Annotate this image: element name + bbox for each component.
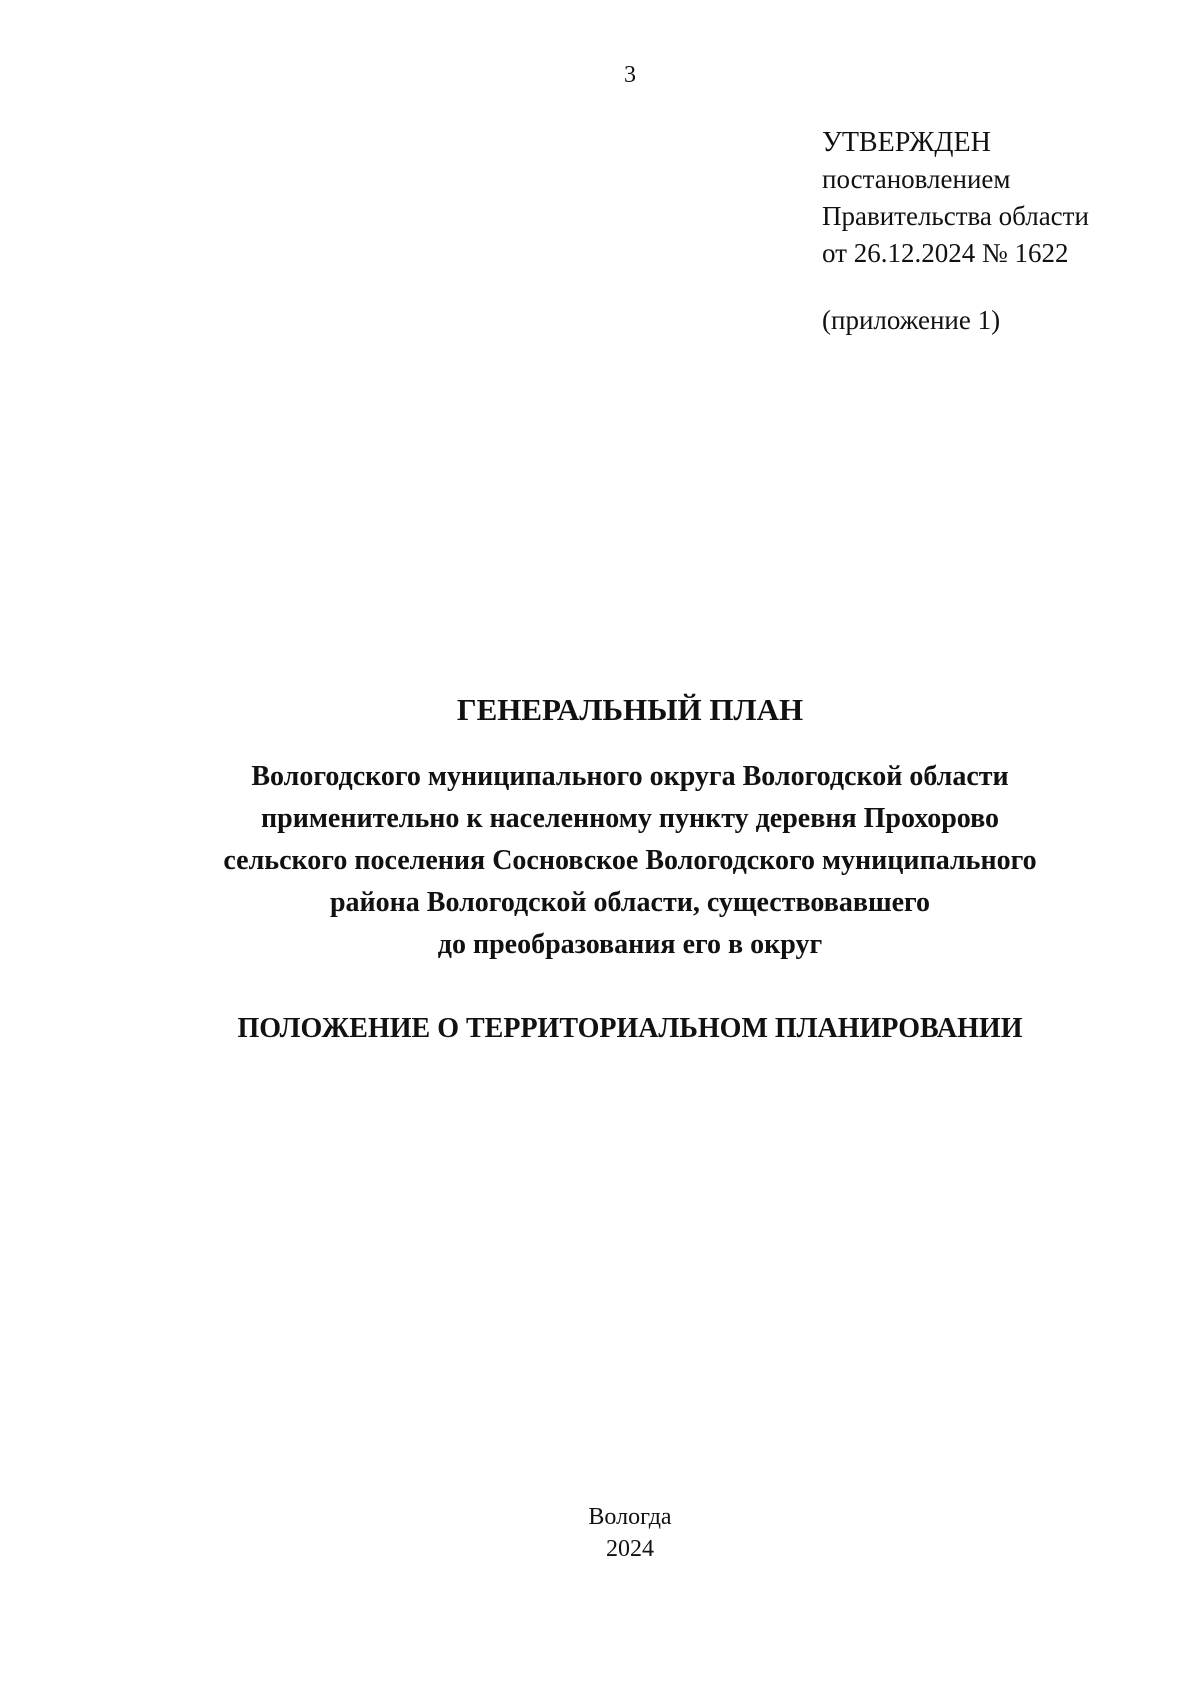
document-title: ГЕНЕРАЛЬНЫЙ ПЛАН	[456, 692, 804, 727]
footer-year: 2024	[606, 1536, 654, 1562]
approval-stamp	[822, 124, 1162, 339]
approval-appendix: (приложение 1)	[822, 305, 1001, 335]
approval-heading: УТВЕРЖДЕН	[822, 127, 991, 158]
footer-city: Вологда	[588, 1504, 672, 1530]
document-footer	[0, 1501, 1200, 1565]
subtitle-line: района Вологодской области, существовавшего	[329, 887, 931, 918]
subtitle-line: до преобразования его в округ	[437, 929, 823, 960]
subtitle-line: сельского поселения Сосновское Вологодского муниципального	[223, 845, 1037, 876]
section-title: ПОЛОЖЕНИЕ О ТЕРРИТОРИАЛЬНОМ ПЛАНИРОВАНИИ	[237, 1013, 1023, 1044]
approval-by: постановлением	[822, 164, 1011, 194]
subtitle-line: Вологодского муниципального округа Вологодской области	[251, 761, 1009, 792]
approval-authority: Правительства области	[822, 201, 1089, 231]
subtitle-line: применительно к населенному пункту деревня Прохорово	[260, 803, 999, 834]
page-number: 3	[624, 62, 636, 88]
document-subtitle	[0, 756, 1200, 966]
approval-date-number: от 26.12.2024 № 1622	[822, 238, 1069, 268]
title-block	[0, 690, 1200, 1048]
